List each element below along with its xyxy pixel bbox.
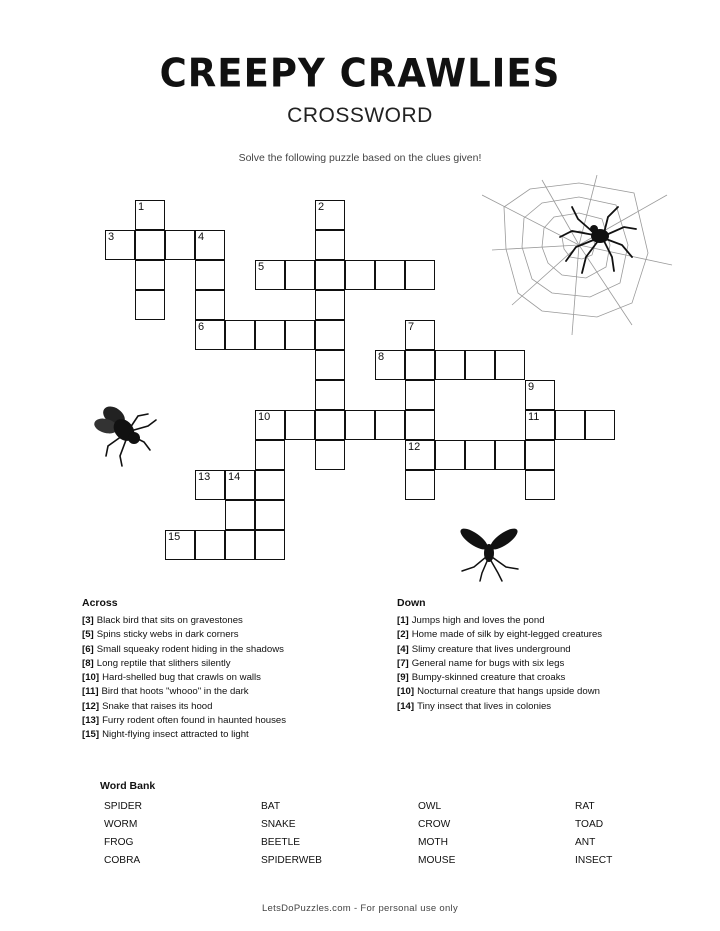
grid-cell[interactable] — [315, 380, 345, 410]
word-bank-word: COBRA — [104, 855, 141, 866]
clue-text: Hard-shelled bug that crawls on walls — [102, 672, 261, 684]
clue-number: [8] — [82, 657, 94, 669]
grid-cell[interactable] — [105, 230, 135, 260]
clue-down-4 — [397, 643, 602, 657]
grid-cell[interactable] — [255, 410, 285, 440]
grid-cell[interactable] — [135, 260, 165, 290]
grid-cell[interactable] — [225, 500, 255, 530]
clue-across-3 — [82, 614, 286, 628]
down-clues — [397, 597, 602, 714]
cell-number: 2 — [318, 201, 325, 213]
grid-cell[interactable] — [525, 440, 555, 470]
clue-across-5 — [82, 628, 286, 642]
grid-cell[interactable] — [225, 320, 255, 350]
grid-cell[interactable] — [465, 440, 495, 470]
clue-down-14 — [397, 700, 602, 714]
grid-cell[interactable] — [255, 320, 285, 350]
grid-cell[interactable] — [135, 200, 165, 230]
grid-cell[interactable] — [495, 350, 525, 380]
clue-down-10 — [397, 685, 602, 699]
cell-number: 7 — [408, 321, 415, 333]
word-bank-heading: Word Bank — [100, 780, 156, 792]
clue-number: [15] — [82, 729, 100, 741]
clue-text: Tiny insect that lives in colonies — [417, 700, 552, 712]
page-title: CREEPY CRAWLIES — [159, 50, 561, 97]
grid-cell[interactable] — [255, 500, 285, 530]
cell-number: 12 — [408, 441, 421, 453]
cell-number: 8 — [378, 351, 385, 363]
cell-number: 9 — [528, 381, 535, 393]
down-heading: Down — [397, 597, 426, 609]
grid-cell[interactable] — [525, 380, 555, 410]
clue-text: Snake that raises its hood — [102, 700, 213, 712]
word-bank-word: MOTH — [418, 837, 448, 848]
clue-across-8 — [82, 657, 286, 671]
clue-across-10 — [82, 671, 286, 685]
grid-cell[interactable] — [195, 320, 225, 350]
clue-number: [10] — [397, 686, 415, 698]
grid-cell[interactable] — [405, 380, 435, 410]
clue-down-9 — [397, 671, 602, 685]
cell-number: 14 — [228, 471, 241, 483]
grid-cell[interactable] — [585, 410, 615, 440]
grid-cell[interactable] — [225, 470, 255, 500]
grid-cell[interactable] — [375, 260, 405, 290]
grid-cell[interactable] — [465, 350, 495, 380]
grid-cell[interactable] — [495, 440, 525, 470]
clue-number: [7] — [397, 657, 409, 669]
clue-number: [4] — [397, 643, 409, 655]
grid-cell[interactable] — [315, 320, 345, 350]
grid-cell[interactable] — [345, 410, 375, 440]
cell-number: 6 — [198, 321, 205, 333]
grid-cell[interactable] — [195, 260, 225, 290]
grid-cell[interactable] — [255, 530, 285, 560]
clue-text: Small squeaky rodent hiding in the shadows — [96, 643, 284, 655]
mosquito-icon — [452, 525, 524, 583]
clue-text: Home made of silk by eight-legged creatures — [411, 629, 603, 641]
grid-cell[interactable] — [315, 290, 345, 320]
grid-cell[interactable] — [375, 350, 405, 380]
clue-number: [13] — [82, 715, 100, 727]
word-bank-word: BEETLE — [261, 837, 301, 848]
clue-text: Spins sticky webs in dark corners — [96, 629, 239, 641]
clue-text: Bumpy-skinned creature that croaks — [411, 672, 566, 684]
clue-across-11 — [82, 685, 286, 699]
clue-text: Bird that hoots "whooo" in the dark — [101, 686, 249, 698]
grid-cell[interactable] — [285, 320, 315, 350]
spider-icon — [558, 205, 638, 275]
clue-text: Furry rodent often found in haunted houses — [102, 715, 287, 727]
grid-cell[interactable] — [135, 290, 165, 320]
grid-cell[interactable] — [525, 410, 555, 440]
grid-cell[interactable] — [195, 230, 225, 260]
clue-down-7 — [397, 657, 602, 671]
clue-text: Black bird that sits on gravestones — [96, 615, 243, 626]
grid-cell[interactable] — [255, 440, 285, 470]
word-bank-word: TOAD — [575, 819, 604, 830]
clue-text: General name for bugs with six legs — [411, 657, 565, 669]
grid-cell[interactable] — [405, 470, 435, 500]
across-clues — [82, 597, 286, 743]
clue-across-15 — [82, 728, 286, 742]
grid-cell[interactable] — [405, 260, 435, 290]
clue-number: [6] — [82, 643, 94, 655]
cell-number: 1 — [138, 201, 145, 213]
word-bank-word: RAT — [575, 801, 595, 812]
clue-text: Nocturnal creature that hangs upside down — [417, 686, 600, 698]
grid-cell[interactable] — [225, 530, 255, 560]
cell-number: 13 — [198, 471, 211, 483]
grid-cell[interactable] — [315, 350, 345, 380]
grid-cell[interactable] — [255, 470, 285, 500]
grid-cell[interactable] — [315, 260, 345, 290]
word-bank-word: SPIDER — [104, 801, 142, 812]
clue-number: [10] — [82, 672, 100, 684]
word-bank-word: ANT — [575, 837, 596, 848]
clue-number: [2] — [397, 629, 409, 641]
grid-cell[interactable] — [315, 230, 345, 260]
word-bank-word: MOUSE — [418, 855, 456, 866]
clue-down-1 — [397, 614, 602, 628]
clue-number: [5] — [82, 629, 94, 641]
clue-across-6 — [82, 643, 286, 657]
clue-text: Night-flying insect attracted to light — [102, 729, 249, 741]
cell-number: 10 — [258, 411, 271, 423]
cell-number: 4 — [198, 231, 205, 243]
grid-cell[interactable] — [435, 350, 465, 380]
grid-cell[interactable] — [405, 350, 435, 380]
grid-cell[interactable] — [435, 440, 465, 470]
clue-number: [14] — [397, 700, 415, 712]
cell-number: 3 — [108, 231, 115, 243]
grid-cell[interactable] — [375, 410, 405, 440]
clue-number: [12] — [82, 700, 100, 712]
clue-down-2 — [397, 628, 602, 642]
word-bank-word: INSECT — [575, 855, 613, 866]
grid-cell[interactable] — [135, 230, 165, 260]
clue-text: Long reptile that slithers silently — [96, 657, 231, 669]
grid-cell[interactable] — [555, 410, 585, 440]
word-bank-word: OWL — [418, 801, 442, 812]
clue-text: Jumps high and loves the pond — [411, 615, 545, 626]
grid-cell[interactable] — [315, 200, 345, 230]
grid-cell[interactable] — [165, 230, 195, 260]
grid-cell[interactable] — [315, 410, 345, 440]
word-bank-word: SPIDERWEB — [261, 855, 322, 866]
cell-number: 5 — [258, 261, 265, 273]
clue-text: Slimy creature that lives underground — [411, 643, 571, 655]
grid-cell[interactable] — [285, 260, 315, 290]
grid-cell[interactable] — [195, 530, 225, 560]
clue-number: [3] — [82, 615, 94, 626]
grid-cell[interactable] — [405, 440, 435, 470]
grid-cell[interactable] — [285, 410, 315, 440]
word-bank-word: FROG — [104, 837, 134, 848]
word-bank-word: CROW — [418, 819, 451, 830]
grid-cell[interactable] — [525, 470, 555, 500]
grid-cell[interactable] — [195, 290, 225, 320]
page-subtitle: CROSSWORD — [287, 104, 433, 127]
across-heading: Across — [82, 597, 118, 609]
instructions: Solve the following puzzle based on the clues given! — [238, 152, 482, 164]
word-bank-word: SNAKE — [261, 819, 296, 830]
grid-cell[interactable] — [345, 260, 375, 290]
clue-number: [11] — [82, 686, 99, 698]
clue-number: [9] — [397, 672, 409, 684]
clue-across-13 — [82, 714, 286, 728]
cell-number: 15 — [168, 531, 181, 543]
fly-icon — [92, 398, 160, 470]
grid-cell[interactable] — [405, 410, 435, 440]
grid-cell[interactable] — [255, 260, 285, 290]
grid-cell[interactable] — [195, 470, 225, 500]
grid-cell[interactable] — [405, 320, 435, 350]
clue-across-12 — [82, 700, 286, 714]
cell-number: 11 — [528, 411, 540, 423]
clue-number: [1] — [397, 615, 409, 626]
grid-cell[interactable] — [165, 530, 195, 560]
grid-cell[interactable] — [315, 440, 345, 470]
footer-credit: LetsDoPuzzles.com - For personal use only — [261, 903, 459, 914]
word-bank-word: WORM — [104, 819, 138, 830]
word-bank-word: BAT — [261, 801, 281, 812]
